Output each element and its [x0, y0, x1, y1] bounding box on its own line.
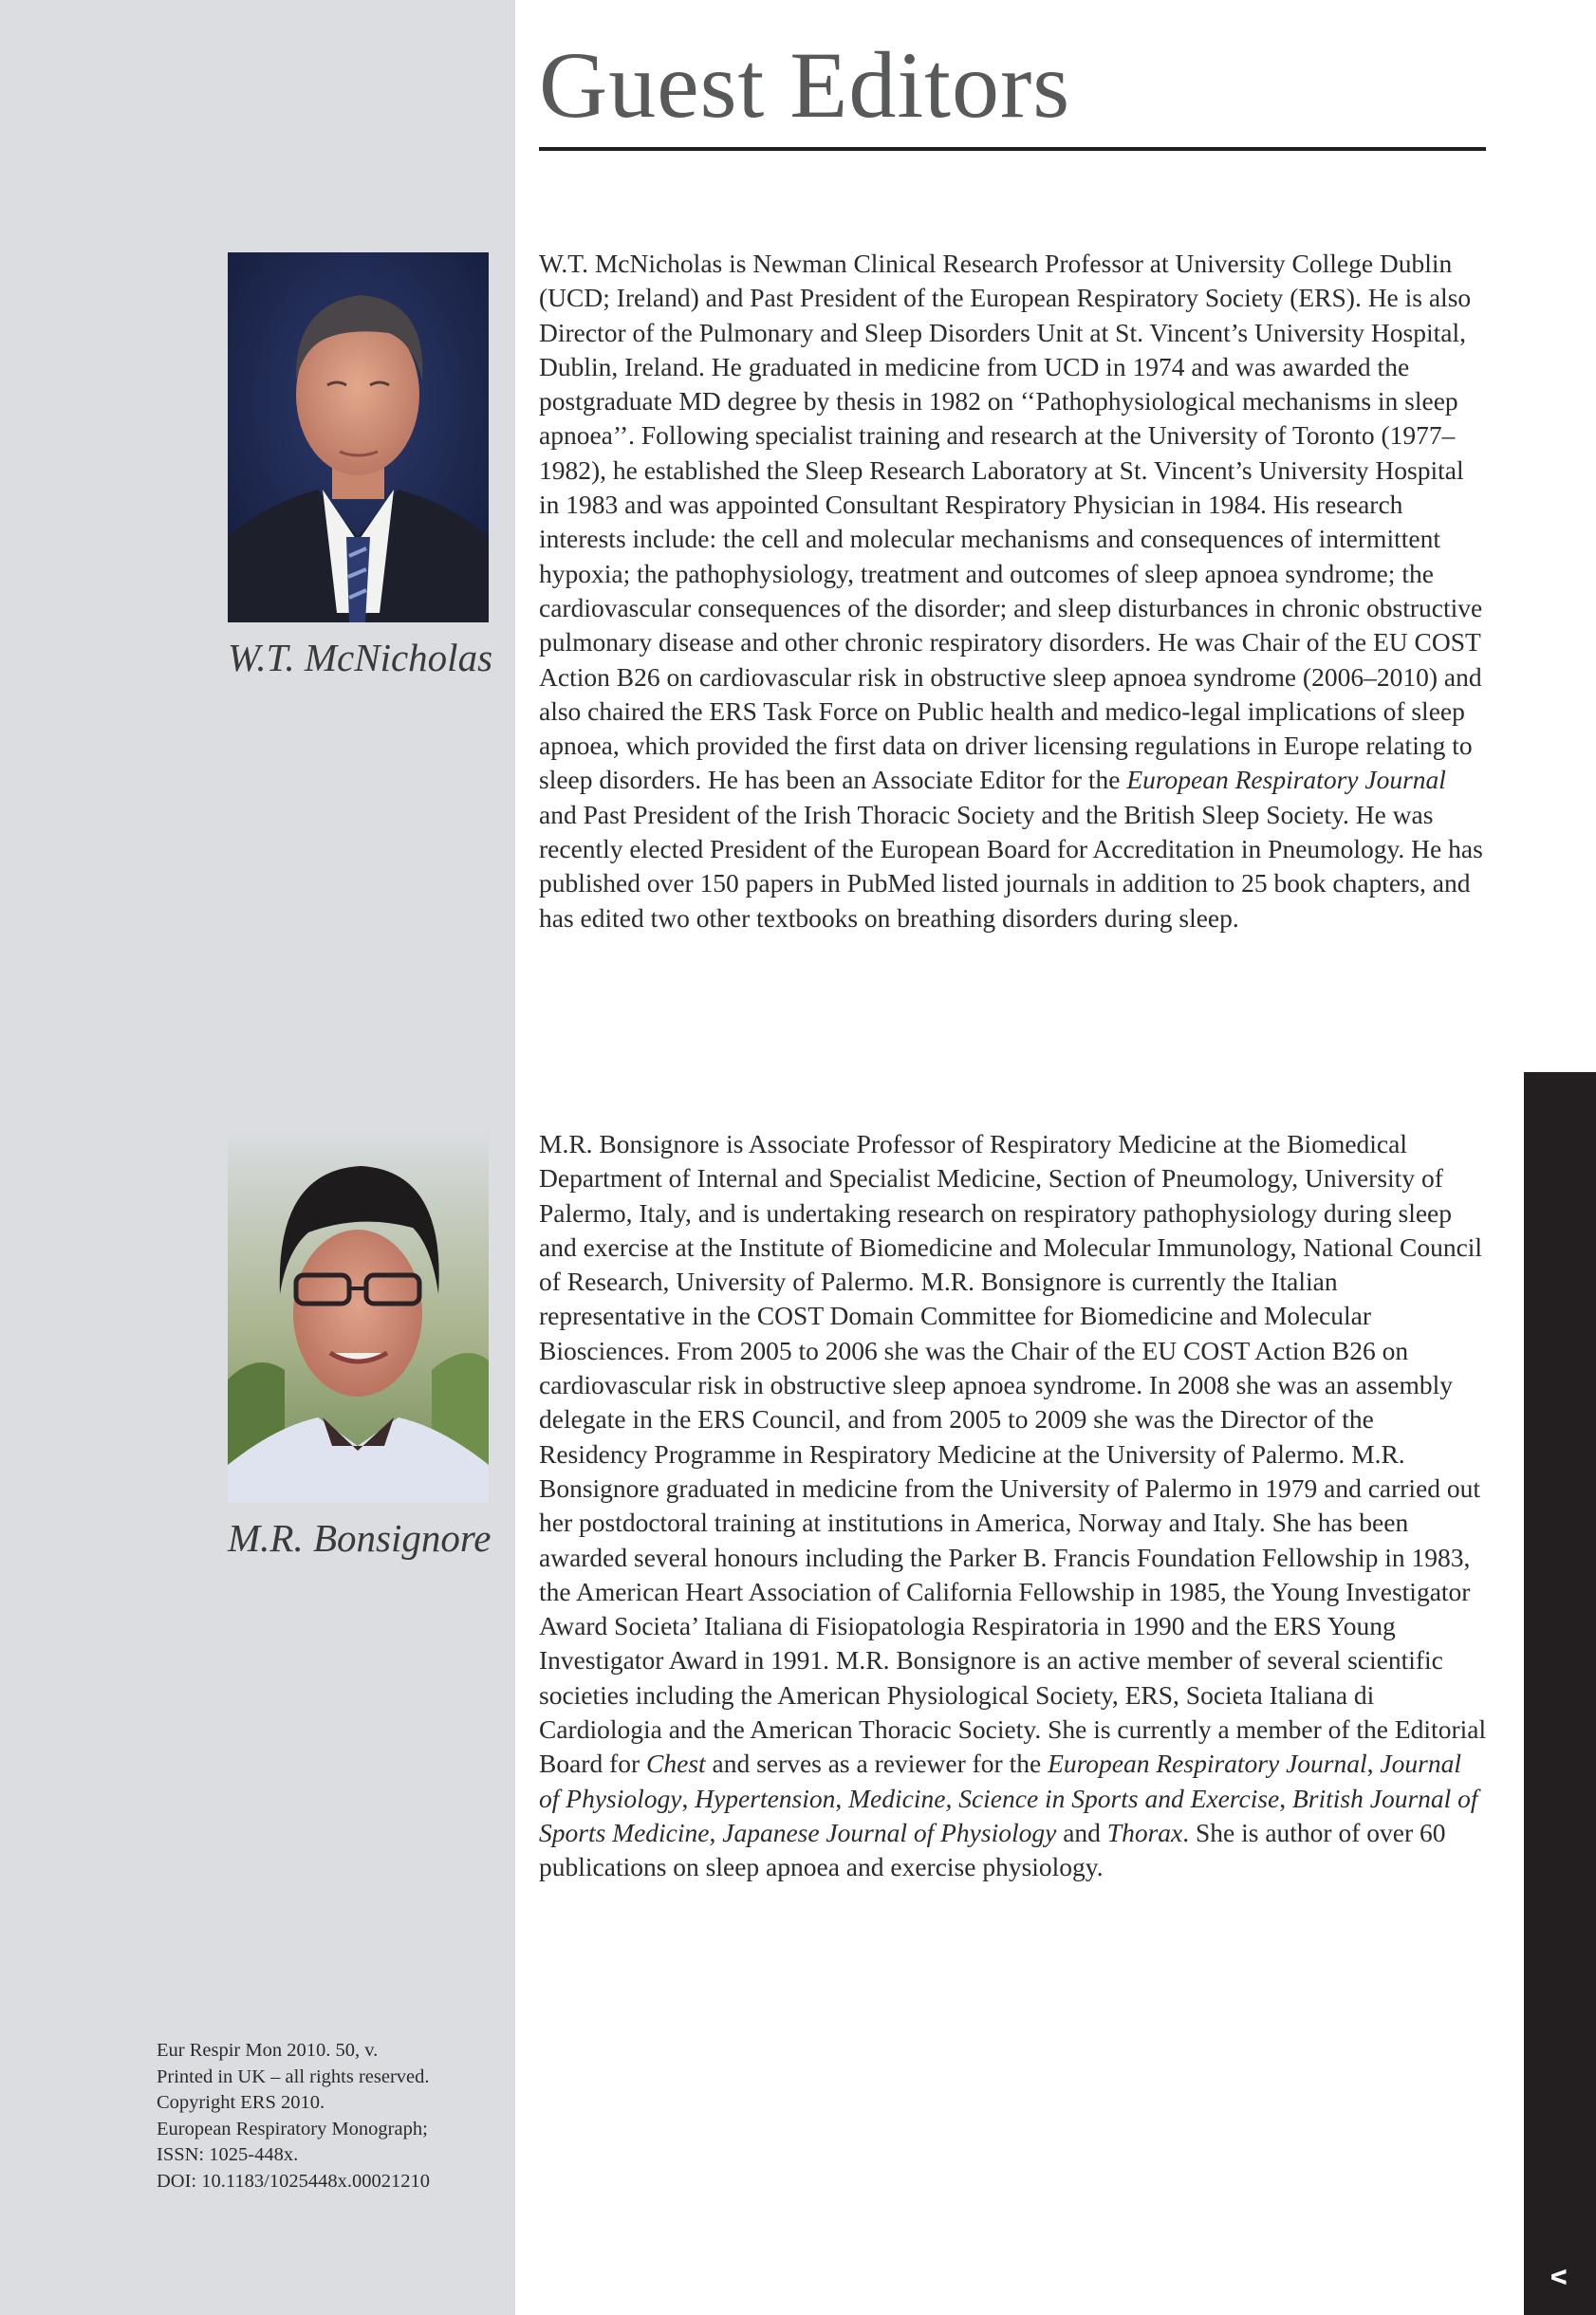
bio-journal-title: Chest: [646, 1749, 706, 1779]
bio-text: and: [1056, 1817, 1107, 1847]
bio-text: ,: [835, 1783, 849, 1813]
editor-name-bonsignore: M.R. Bonsignore: [228, 1516, 492, 1560]
bio-text: ,: [709, 1817, 723, 1847]
bio-text: W.T. McNicholas is Newman Clinical Research Professor at University College Dublin (UCD; Ireland) and Past President of the European Respiratory Society (ERS). He is also Director of the Pulmonary and Sleep Disorders Unit at St. Vincent’s University Hospital, Dublin, Ireland. He graduated in medicine from UCD in 1974 and was awarded the postgraduate MD degree by thesis in 1982 on ‘‘Pathophysiological mechanisms in sleep apnoea’’. Following specialist training and research at the University of Toronto (1977–1982), he established the Sleep Research Laboratory at St. Vincent’s University Hospital in 1983 and was appointed Consultant Respiratory Physician in 1984. His research interests include: the cell and molecular mechanisms and consequences of intermittent hypoxia; the pathophysiology, treatment and outcomes of sleep apnoea syndrome; the cardiovascular consequences of the disorder; and sleep disturbances in chronic obstructive pulmonary disease and other chronic respiratory disorders. He was Chair of the EU COST Action B26 on cardiovascular risk in obstructive sleep apnoea syndrome (2006–2010) and also chaired the ERS Task Force on Public health and medico-legal implications of sleep apnoea, which provided the first data on driver licensing regulations in Europe relating to sleep disorders. He has been an Associate Editor for the: [539, 249, 1483, 795]
bio-journal-title: Thorax: [1106, 1817, 1183, 1847]
bio-journal-title: Journal of Physiology: [539, 1749, 1461, 1813]
citation-line: DOI: 10.1183/1025448x.00021210: [157, 2170, 430, 2192]
portrait-man-image: [228, 252, 489, 622]
bio-journal-title: British Journal of Sports Medicine: [539, 1783, 1478, 1847]
citation-line: European Respiratory Monograph;: [157, 2118, 428, 2139]
citation-line: ISSN: 1025-448x.: [157, 2144, 299, 2166]
bio-journal-title: European Respiratory Journal: [1048, 1749, 1367, 1779]
editor-photo-bonsignore: [228, 1133, 489, 1503]
title-rule: [539, 147, 1486, 151]
citation-line: Eur Respir Mon 2010. 50, v.: [157, 2040, 379, 2061]
citation-block: [157, 2038, 508, 2195]
bio-journal-title: Medicine, Science in Sports and Exercise: [848, 1783, 1280, 1813]
page-title: Guest Editors: [539, 32, 1071, 138]
editor-name-mcnicholas: W.T. McNicholas: [228, 636, 493, 679]
bio-journal-title: Japanese Journal of Physiology: [722, 1817, 1057, 1847]
bio-text: . She is author of over 60 publications on sleep apnoea and exercise physiology.: [539, 1817, 1446, 1882]
portrait-woman-image: [228, 1133, 489, 1503]
editor-photo-mcnicholas: [228, 252, 489, 622]
bio-journal-title: European Respiratory Journal: [1126, 765, 1446, 795]
citation-line: Printed in UK – all rights reserved.: [157, 2065, 430, 2087]
bio-text: ,: [1279, 1783, 1292, 1813]
bio-text: ,: [1366, 1749, 1381, 1779]
editor-bio-mcnicholas: [539, 247, 1488, 935]
editor-bio-bonsignore: [539, 1127, 1488, 1885]
page-numeral: v: [1545, 2269, 1576, 2286]
bio-text: and Past President of the Irish Thoracic Society and the British Sleep Society. He was recently elected President of the European Board for Accreditation in Pneumology. He has published over 150 papers in PubMed listed journals in addition to 25 book chapters, and has edited two other textbooks on breathing disorders during sleep.: [539, 799, 1483, 933]
citation-line: Copyright ERS 2010.: [157, 2092, 325, 2114]
bio-text: ,: [681, 1783, 696, 1813]
bio-text: M.R. Bonsignore is Associate Professor of Respiratory Medicine at the Biomedical Department of Internal and Specialist Medicine, Section of Pneumology, University of Palermo, Italy, and is undertaking research on respiratory pathophysiology during sleep and exercise at the Institute of Biomedicine and Molecular Immunology, National Council of Research, University of Palermo. M.R. Bonsignore is currently the Italian representative in the COST Domain Committee for Biomedicine and Molecular Biosciences. From 2005 to 2006 she was the Chair of the EU COST Action B26 on cardiovascular risk in obstructive sleep apnoea syndrome. In 2008 she was an assembly delegate in the ERS Council, and from 2005 to 2009 she was the Director of the Residency Programme in Respiratory Medicine at the University of Palermo. M.R. Bonsignore graduated in medicine from the University of Palermo in 1979 and carried out her postdoctoral training at institutions in America, Norway and Italy. She has been awarded several honours including the Parker B. Francis Foundation Fellowship in 1983, the American Heart Association of California Fellowship in 1985, the Young Investigator Award Societa’ Italiana di Fisiopatologia Respiratoria in 1990 and the ERS Young Investigator Award in 1991. M.R. Bonsignore is an active member of several scientific societies including the American Physiological Society, ERS, Societa Italiana di Cardiologia and the American Thoracic Society. She is currently a member of the Editorial Board for: [539, 1129, 1487, 1779]
right-edge-bar: [1524, 1072, 1596, 2315]
bio-text: and serves as a reviewer for the: [705, 1749, 1049, 1779]
bio-journal-title: Hypertension: [695, 1783, 836, 1813]
